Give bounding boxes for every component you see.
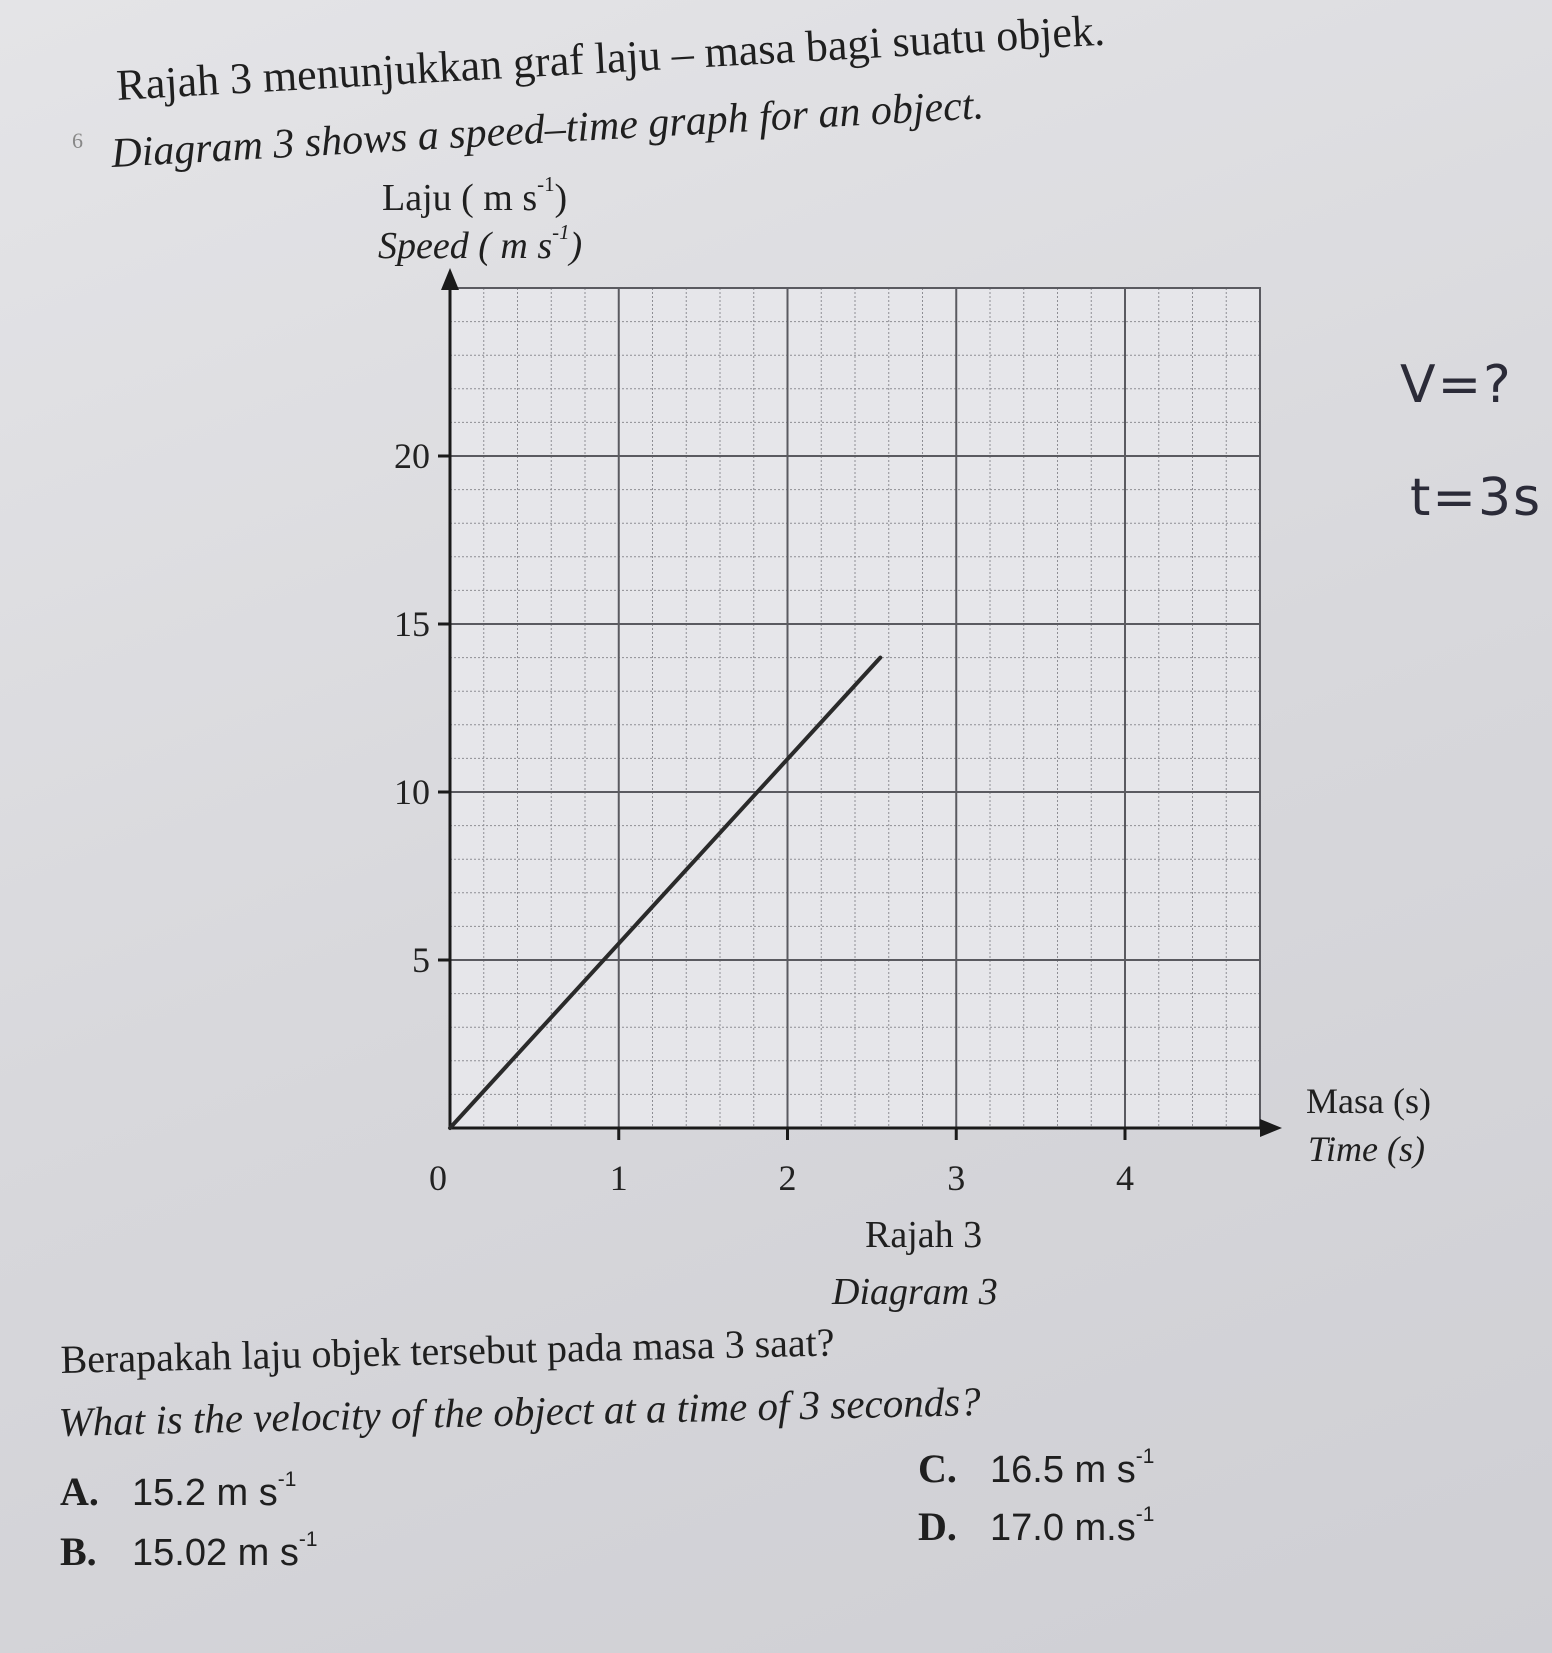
x-tick-label: 1 (609, 1158, 628, 1198)
question-prompt-english: What is the velocity of the object at a time of 3 seconds? (58, 1378, 982, 1445)
y-tick-label: 10 (394, 772, 430, 812)
y-axis-label-english: Speed ( m $s^{-1}$) (378, 220, 583, 267)
option-a[interactable] (60, 1468, 296, 1515)
option-value: 17.0 $m.s^{-1}$ (990, 1503, 1155, 1549)
option-b[interactable] (60, 1528, 317, 1575)
x-tick-label: 0 (429, 1158, 447, 1198)
option-value: 15.02 m $s^{-1}$ (132, 1528, 318, 1574)
handwritten-note-velocity: V=? (1400, 355, 1513, 415)
y-tick-label: 15 (394, 604, 430, 644)
speed-time-graph (360, 270, 1280, 1198)
graph-grid (450, 288, 1260, 1128)
x-axis-label-malay: Masa (s) (1306, 1081, 1431, 1121)
question-number: 6 (72, 128, 83, 153)
x-tick-label: 3 (947, 1158, 966, 1198)
y-axis-label-malay: Laju ( m $s^{-1}$) (382, 172, 568, 219)
y-tick-label: 20 (394, 436, 430, 476)
diagram-caption-malay: Rajah 3 (865, 1214, 983, 1256)
option-letter: C. (918, 1446, 957, 1491)
option-letter: A. (60, 1469, 99, 1514)
option-letter: B. (60, 1529, 97, 1574)
question-title-malay: Rajah 3 menunjukkan graf laju – masa bagi suatu objek. (115, 5, 1106, 110)
x-tick-label: 4 (1116, 1158, 1134, 1198)
y-axis-arrow-icon (441, 268, 459, 290)
y-tick-label: 5 (412, 940, 430, 980)
question-prompt-malay: Berapakah laju objek tersebut pada masa 3 saat? (60, 1319, 835, 1382)
x-axis-arrow-icon (1260, 1119, 1282, 1137)
x-tick-label: 2 (778, 1158, 797, 1198)
option-value: 15.2 m $s^{-1}$ (132, 1468, 297, 1514)
option-d[interactable] (918, 1503, 1154, 1550)
option-c[interactable] (918, 1445, 1154, 1492)
diagram-caption-english: Diagram 3 (832, 1271, 998, 1313)
option-value: 16.5 m $s^{-1}$ (990, 1445, 1155, 1491)
option-letter: D. (918, 1504, 957, 1549)
question-title-english: Diagram 3 shows a speed–time graph for an object. (110, 82, 986, 177)
handwritten-note-time: t=3s (1410, 468, 1543, 528)
x-axis-label-english: Time (s) (1308, 1129, 1425, 1169)
